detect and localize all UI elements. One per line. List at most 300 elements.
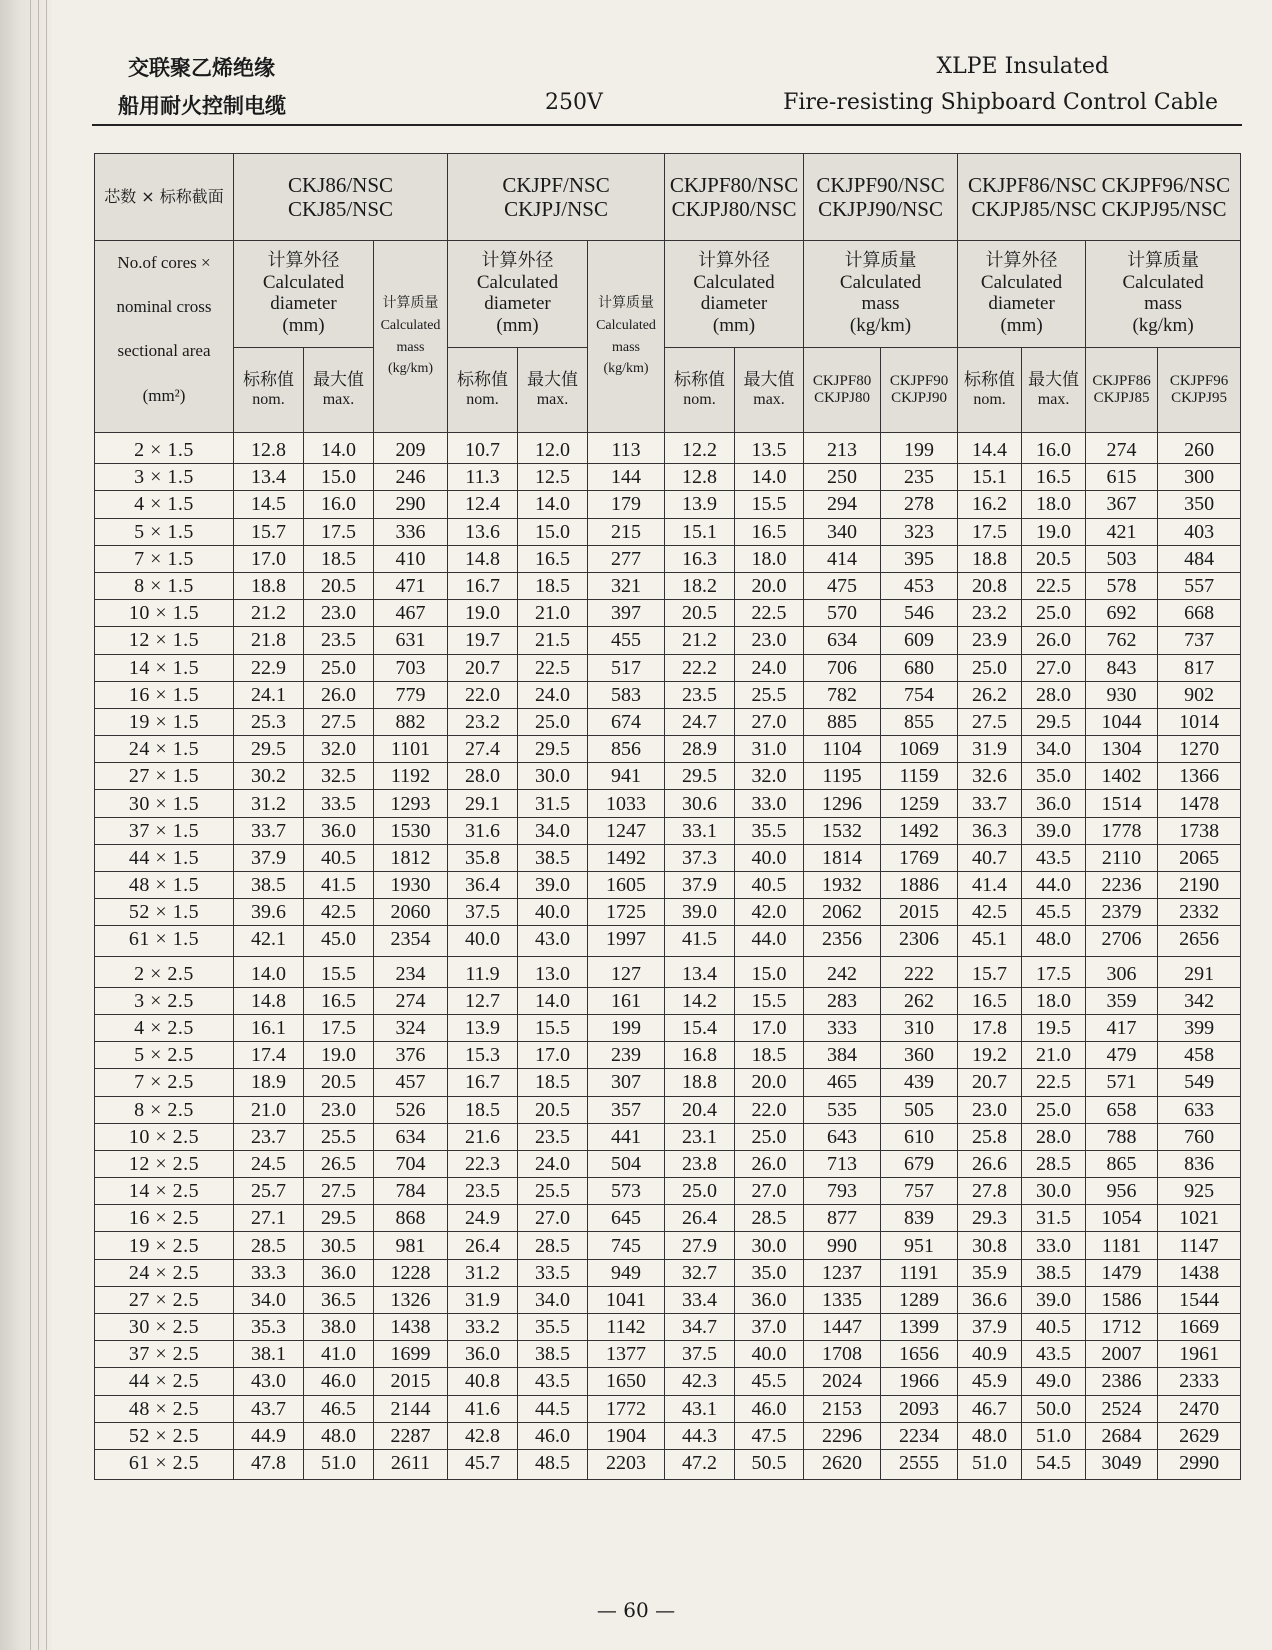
- value-cell: 2296: [804, 1422, 881, 1449]
- value-cell: 31.9: [958, 736, 1022, 763]
- value-cell: 1033: [588, 790, 665, 817]
- value-cell: 19.0: [1022, 518, 1086, 545]
- cable-spec-table: [94, 153, 1241, 1480]
- value-cell: 2203: [588, 1449, 665, 1479]
- core-size-cell: 7 × 1.5: [95, 545, 234, 572]
- value-cell: 51.0: [958, 1449, 1022, 1479]
- value-cell: 546: [881, 600, 958, 627]
- value-cell: 885: [804, 708, 881, 735]
- max-zh: 最大值: [743, 370, 795, 391]
- value-cell: 47.5: [735, 1422, 804, 1449]
- nom-header: [234, 348, 304, 433]
- value-cell: 274: [1086, 433, 1158, 464]
- value-cell: 395: [881, 545, 958, 572]
- model-header-ckjpf: [448, 154, 665, 241]
- max-zh: 最大值: [527, 370, 578, 391]
- value-cell: 33.7: [234, 817, 304, 844]
- value-cell: 25.0: [958, 654, 1022, 681]
- value-cell: 484: [1158, 545, 1241, 572]
- page-number: — 60 —: [596, 1598, 676, 1622]
- value-cell: 578: [1086, 572, 1158, 599]
- core-size-cell: 5 × 2.5: [95, 1042, 234, 1069]
- value-cell: 33.7: [958, 790, 1022, 817]
- value-cell: 38.5: [234, 872, 304, 899]
- core-size-cell: 3 × 1.5: [95, 464, 234, 491]
- value-cell: 1530: [374, 817, 448, 844]
- value-cell: 23.0: [958, 1096, 1022, 1123]
- value-cell: 839: [881, 1205, 958, 1232]
- value-cell: 27.4: [448, 736, 518, 763]
- diameter-en2: diameter: [700, 293, 768, 315]
- value-cell: 23.1: [665, 1123, 735, 1150]
- value-cell: 1605: [588, 872, 665, 899]
- value-cell: 13.0: [518, 956, 588, 987]
- value-cell: 15.0: [304, 464, 374, 491]
- mass-group-en2: mass: [861, 293, 900, 315]
- mass-group-header: [1086, 241, 1241, 348]
- value-cell: 33.1: [665, 817, 735, 844]
- model-header-ckj: [234, 154, 448, 241]
- value-cell: 44.5: [518, 1395, 588, 1422]
- table-row: [95, 1069, 1241, 1096]
- value-cell: 13.9: [448, 1014, 518, 1041]
- value-cell: 16.2: [958, 491, 1022, 518]
- mass-group-zh: 计算质量: [1127, 249, 1200, 271]
- value-cell: 25.0: [518, 708, 588, 735]
- value-cell: 23.5: [304, 627, 374, 654]
- value-cell: 291: [1158, 956, 1241, 987]
- value-cell: 2153: [804, 1395, 881, 1422]
- nom-en: nom.: [252, 390, 285, 408]
- value-cell: 2065: [1158, 844, 1241, 871]
- table-row: [95, 600, 1241, 627]
- value-cell: 465: [804, 1069, 881, 1096]
- value-cell: 17.5: [304, 518, 374, 545]
- model-name: CKJPF86/NSC CKJPF96/NSC: [968, 172, 1231, 197]
- value-cell: 1650: [588, 1368, 665, 1395]
- table-row: [95, 1178, 1241, 1205]
- value-cell: 16.5: [735, 518, 804, 545]
- mass-header: [588, 241, 665, 433]
- value-cell: 951: [881, 1232, 958, 1259]
- value-cell: 36.5: [304, 1286, 374, 1313]
- table-row: [95, 1422, 1241, 1449]
- value-cell: 45.5: [735, 1368, 804, 1395]
- value-cell: 25.8: [958, 1123, 1022, 1150]
- value-cell: 439: [881, 1069, 958, 1096]
- value-cell: 23.8: [665, 1150, 735, 1177]
- value-cell: 2234: [881, 1422, 958, 1449]
- value-cell: 25.3: [234, 708, 304, 735]
- max-en: max.: [753, 390, 785, 408]
- core-size-cell: 16 × 2.5: [95, 1205, 234, 1232]
- table-row: [95, 956, 1241, 987]
- value-cell: 19.7: [448, 627, 518, 654]
- value-cell: 40.0: [735, 1341, 804, 1368]
- value-cell: 22.5: [518, 654, 588, 681]
- value-cell: 31.6: [448, 817, 518, 844]
- value-cell: 25.0: [1022, 600, 1086, 627]
- value-cell: 239: [588, 1042, 665, 1069]
- suffix: CKJPF86: [1092, 372, 1151, 389]
- value-cell: 10.7: [448, 433, 518, 464]
- value-cell: 24.0: [518, 1150, 588, 1177]
- edge-line: [38, 0, 39, 1650]
- value-cell: 1293: [374, 790, 448, 817]
- value-cell: 1159: [881, 763, 958, 790]
- value-cell: 1041: [588, 1286, 665, 1313]
- value-cell: 34.7: [665, 1314, 735, 1341]
- value-cell: 27.9: [665, 1232, 735, 1259]
- value-cell: 27.0: [1022, 654, 1086, 681]
- value-cell: 643: [804, 1123, 881, 1150]
- value-cell: 22.0: [448, 681, 518, 708]
- value-cell: 2333: [1158, 1368, 1241, 1395]
- value-cell: 2656: [1158, 926, 1241, 956]
- value-cell: 535: [804, 1096, 881, 1123]
- value-cell: 242: [804, 956, 881, 987]
- value-cell: 21.2: [665, 627, 735, 654]
- value-cell: 1304: [1086, 736, 1158, 763]
- table-row: [95, 844, 1241, 871]
- value-cell: 31.9: [448, 1286, 518, 1313]
- mass-group-unit: (kg/km): [849, 315, 912, 337]
- value-cell: 16.7: [448, 1069, 518, 1096]
- value-cell: 30.2: [234, 763, 304, 790]
- nom-zh: 标称值: [674, 370, 726, 391]
- value-cell: 1886: [881, 872, 958, 899]
- header-en-line1: XLPE Insulated: [936, 54, 1109, 79]
- value-cell: 21.2: [234, 600, 304, 627]
- value-cell: 18.0: [1022, 491, 1086, 518]
- corner-en1: No.of cores ×: [117, 253, 211, 272]
- value-cell: 42.1: [234, 926, 304, 956]
- value-cell: 12.5: [518, 464, 588, 491]
- value-cell: 23.5: [665, 681, 735, 708]
- value-cell: 25.0: [735, 1123, 804, 1150]
- value-cell: 15.5: [735, 987, 804, 1014]
- table-row: [95, 899, 1241, 926]
- value-cell: 2354: [374, 926, 448, 956]
- value-cell: 27.0: [735, 1178, 804, 1205]
- value-cell: 14.0: [518, 491, 588, 518]
- value-cell: 23.5: [448, 1178, 518, 1205]
- diameter-header: [958, 241, 1086, 348]
- value-cell: 213: [804, 433, 881, 464]
- value-cell: 41.0: [304, 1341, 374, 1368]
- value-cell: 40.0: [448, 926, 518, 956]
- value-cell: 26.5: [304, 1150, 374, 1177]
- value-cell: 34.0: [518, 817, 588, 844]
- core-size-cell: 14 × 1.5: [95, 654, 234, 681]
- value-cell: 28.5: [518, 1232, 588, 1259]
- value-cell: 843: [1086, 654, 1158, 681]
- value-cell: 24.0: [518, 681, 588, 708]
- value-cell: 42.0: [735, 899, 804, 926]
- value-cell: 2990: [1158, 1449, 1241, 1479]
- value-cell: 12.4: [448, 491, 518, 518]
- diameter-header: [234, 241, 374, 348]
- value-cell: 1904: [588, 1422, 665, 1449]
- model-name: CKJPF/NSC: [502, 172, 610, 197]
- value-cell: 33.5: [518, 1259, 588, 1286]
- value-cell: 817: [1158, 654, 1241, 681]
- value-cell: 26.2: [958, 681, 1022, 708]
- max-en: max.: [1037, 390, 1070, 408]
- diameter-en1: Calculated: [693, 271, 775, 293]
- value-cell: 37.9: [234, 844, 304, 871]
- value-cell: 20.7: [448, 654, 518, 681]
- value-cell: 20.5: [304, 1069, 374, 1096]
- value-cell: 14.0: [735, 464, 804, 491]
- value-cell: 573: [588, 1178, 665, 1205]
- core-size-cell: 27 × 1.5: [95, 763, 234, 790]
- mass-group-en2: mass: [1144, 293, 1183, 315]
- table-row: [95, 654, 1241, 681]
- header-rule: [92, 124, 1242, 126]
- value-cell: 35.8: [448, 844, 518, 871]
- value-cell: 34.0: [518, 1286, 588, 1313]
- value-cell: 367: [1086, 491, 1158, 518]
- value-cell: 20.0: [735, 1069, 804, 1096]
- value-cell: 20.7: [958, 1069, 1022, 1096]
- value-cell: 1326: [374, 1286, 448, 1313]
- core-size-cell: 4 × 2.5: [95, 1014, 234, 1041]
- value-cell: 36.3: [958, 817, 1022, 844]
- value-cell: 22.5: [1022, 1069, 1086, 1096]
- value-cell: 1712: [1086, 1314, 1158, 1341]
- corner-header-zh: 芯数 × 标称截面: [95, 154, 234, 241]
- value-cell: 679: [881, 1150, 958, 1177]
- value-cell: 18.5: [518, 572, 588, 599]
- value-cell: 1514: [1086, 790, 1158, 817]
- table-row: [95, 708, 1241, 735]
- value-cell: 50.5: [735, 1449, 804, 1479]
- suffix: CKJPJ85: [1093, 390, 1150, 406]
- nom-zh: 标称值: [964, 370, 1016, 391]
- value-cell: 505: [881, 1096, 958, 1123]
- value-cell: 20.0: [735, 572, 804, 599]
- value-cell: 20.5: [518, 1096, 588, 1123]
- value-cell: 36.6: [958, 1286, 1022, 1313]
- value-cell: 31.0: [735, 736, 804, 763]
- value-cell: 46.0: [304, 1368, 374, 1395]
- value-cell: 45.5: [1022, 899, 1086, 926]
- value-cell: 503: [1086, 545, 1158, 572]
- diameter-unit: (mm): [282, 315, 325, 337]
- value-cell: 2110: [1086, 844, 1158, 871]
- value-cell: 357: [588, 1096, 665, 1123]
- value-cell: 990: [804, 1232, 881, 1259]
- core-size-cell: 37 × 2.5: [95, 1341, 234, 1368]
- table-row: [95, 1123, 1241, 1150]
- diameter-zh: 计算外径: [267, 249, 340, 271]
- value-cell: 16.5: [958, 987, 1022, 1014]
- value-cell: 33.3: [234, 1259, 304, 1286]
- value-cell: 222: [881, 956, 958, 987]
- value-cell: 668: [1158, 600, 1241, 627]
- value-cell: 30.5: [304, 1232, 374, 1259]
- value-cell: 18.5: [448, 1096, 518, 1123]
- value-cell: 234: [374, 956, 448, 987]
- model-header-ckjpf86-96: [958, 154, 1241, 241]
- mass-zh: 计算质量: [598, 295, 654, 312]
- value-cell: 27.0: [735, 708, 804, 735]
- value-cell: 610: [881, 1123, 958, 1150]
- value-cell: 36.0: [735, 1286, 804, 1313]
- core-size-cell: 30 × 2.5: [95, 1314, 234, 1341]
- value-cell: 1492: [881, 817, 958, 844]
- value-cell: 22.0: [735, 1096, 804, 1123]
- value-cell: 745: [588, 1232, 665, 1259]
- value-cell: 467: [374, 600, 448, 627]
- value-cell: 29.5: [665, 763, 735, 790]
- core-size-cell: 61 × 1.5: [95, 926, 234, 956]
- table-body-2.5mm: [95, 956, 1241, 1480]
- value-cell: 2620: [804, 1449, 881, 1479]
- value-cell: 571: [1086, 1069, 1158, 1096]
- value-cell: 25.0: [304, 654, 374, 681]
- value-cell: 16.1: [234, 1014, 304, 1041]
- value-cell: 22.3: [448, 1150, 518, 1177]
- value-cell: 1069: [881, 736, 958, 763]
- value-cell: 39.6: [234, 899, 304, 926]
- diameter-zh: 计算外径: [985, 249, 1058, 271]
- value-cell: 23.2: [958, 600, 1022, 627]
- value-cell: 34.0: [234, 1286, 304, 1313]
- core-size-cell: 48 × 2.5: [95, 1395, 234, 1422]
- model-name: CKJPJ90/NSC: [818, 197, 943, 221]
- value-cell: 24.0: [735, 654, 804, 681]
- value-cell: 32.0: [304, 736, 374, 763]
- value-cell: 457: [374, 1069, 448, 1096]
- max-header: [518, 348, 588, 433]
- value-cell: 16.5: [518, 545, 588, 572]
- value-cell: 209: [374, 433, 448, 464]
- model-name: CKJ86/NSC: [287, 172, 394, 197]
- value-cell: 39.0: [665, 899, 735, 926]
- corner-en3: sectional area: [117, 341, 211, 361]
- table-row: [95, 1341, 1241, 1368]
- diameter-header: [448, 241, 588, 348]
- value-cell: 23.0: [735, 627, 804, 654]
- value-cell: 877: [804, 1205, 881, 1232]
- value-cell: 32.7: [665, 1259, 735, 1286]
- value-cell: 28.0: [448, 763, 518, 790]
- value-cell: 21.0: [1022, 1042, 1086, 1069]
- value-cell: 1014: [1158, 708, 1241, 735]
- value-cell: 43.5: [518, 1368, 588, 1395]
- value-cell: 12.0: [518, 433, 588, 464]
- value-cell: 15.1: [665, 518, 735, 545]
- value-cell: 40.7: [958, 844, 1022, 871]
- table-row: [95, 790, 1241, 817]
- value-cell: 1021: [1158, 1205, 1241, 1232]
- core-size-cell: 44 × 2.5: [95, 1368, 234, 1395]
- model-name: CKJPJ80/NSC: [671, 197, 797, 221]
- core-size-cell: 52 × 2.5: [95, 1422, 234, 1449]
- value-cell: 29.5: [234, 736, 304, 763]
- value-cell: 2356: [804, 926, 881, 956]
- model-name: CKJPJ/NSC: [504, 197, 608, 221]
- value-cell: 28.5: [1022, 1150, 1086, 1177]
- value-cell: 12.2: [665, 433, 735, 464]
- edge-line: [46, 0, 47, 1650]
- value-cell: 24.5: [234, 1150, 304, 1177]
- value-cell: 417: [1086, 1014, 1158, 1041]
- value-cell: 517: [588, 654, 665, 681]
- value-cell: 47.8: [234, 1449, 304, 1479]
- core-size-cell: 48 × 1.5: [95, 872, 234, 899]
- value-cell: 1932: [804, 872, 881, 899]
- diameter-en2: diameter: [270, 293, 337, 315]
- suffix: CKJPJ80: [814, 390, 870, 406]
- value-cell: 16.0: [1022, 433, 1086, 464]
- value-cell: 18.8: [958, 545, 1022, 572]
- value-cell: 706: [804, 654, 881, 681]
- value-cell: 15.0: [518, 518, 588, 545]
- value-cell: 1814: [804, 844, 881, 871]
- value-cell: 441: [588, 1123, 665, 1150]
- value-cell: 48.0: [1022, 926, 1086, 956]
- value-cell: 384: [804, 1042, 881, 1069]
- value-cell: 609: [881, 627, 958, 654]
- value-cell: 18.0: [735, 545, 804, 572]
- core-size-cell: 24 × 1.5: [95, 736, 234, 763]
- diameter-unit: (mm): [1000, 315, 1043, 337]
- value-cell: 925: [1158, 1178, 1241, 1205]
- table-row: [95, 1205, 1241, 1232]
- value-cell: 21.6: [448, 1123, 518, 1150]
- value-cell: 37.5: [448, 899, 518, 926]
- mass-suffix-header: [804, 348, 881, 433]
- value-cell: 29.1: [448, 790, 518, 817]
- value-cell: 20.5: [665, 600, 735, 627]
- value-cell: 2287: [374, 1422, 448, 1449]
- max-zh: 最大值: [1028, 370, 1080, 391]
- value-cell: 16.5: [1022, 464, 1086, 491]
- table-row: [95, 763, 1241, 790]
- value-cell: 18.5: [304, 545, 374, 572]
- value-cell: 1237: [804, 1259, 881, 1286]
- value-cell: 14.2: [665, 987, 735, 1014]
- table-row: [95, 1150, 1241, 1177]
- core-size-cell: 61 × 2.5: [95, 1449, 234, 1479]
- value-cell: 42.5: [304, 899, 374, 926]
- value-cell: 36.0: [304, 817, 374, 844]
- value-cell: 18.8: [665, 1069, 735, 1096]
- value-cell: 43.5: [1022, 1341, 1086, 1368]
- core-size-cell: 7 × 2.5: [95, 1069, 234, 1096]
- value-cell: 2379: [1086, 899, 1158, 926]
- nom-zh: 标称值: [457, 370, 508, 391]
- core-size-cell: 14 × 2.5: [95, 1178, 234, 1205]
- value-cell: 11.3: [448, 464, 518, 491]
- value-cell: 455: [588, 627, 665, 654]
- value-cell: 20.5: [1022, 545, 1086, 572]
- core-size-cell: 8 × 1.5: [95, 572, 234, 599]
- value-cell: 14.0: [234, 956, 304, 987]
- value-cell: 703: [374, 654, 448, 681]
- value-cell: 26.0: [735, 1150, 804, 1177]
- value-cell: 458: [1158, 1042, 1241, 1069]
- value-cell: 1044: [1086, 708, 1158, 735]
- value-cell: 674: [588, 708, 665, 735]
- value-cell: 1247: [588, 817, 665, 844]
- value-cell: 1289: [881, 1286, 958, 1313]
- value-cell: 179: [588, 491, 665, 518]
- value-cell: 33.2: [448, 1314, 518, 1341]
